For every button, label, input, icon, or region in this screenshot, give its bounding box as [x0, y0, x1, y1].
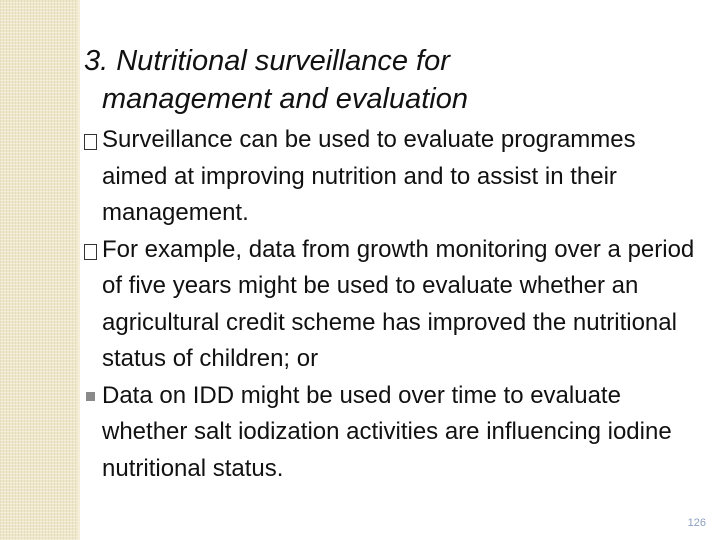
list-item: [84, 232, 704, 378]
bullet-list: [84, 122, 704, 487]
list-item: [84, 122, 704, 232]
square-bullet-icon: [86, 392, 95, 401]
title-line-1: 3. Nutritional surveillance for: [84, 45, 450, 77]
title-line-2: management and evaluation: [102, 83, 468, 115]
box-glyph-icon: [84, 134, 97, 150]
slide-title: [84, 42, 684, 118]
list-item: [84, 378, 704, 488]
slide-number: 126: [687, 517, 706, 529]
box-glyph-icon: [84, 244, 97, 260]
decorative-side-band: [0, 0, 78, 540]
list-item-text: For example, data from growth monitoring over a period of five years might be used to evaluate whether an agricultural credit scheme has improved the nutritional status of children; or: [102, 235, 695, 372]
list-item-text: Surveillance can be used to evaluate programmes aimed at improving nutrition and to assist in their management.: [102, 126, 636, 226]
side-divider: [78, 0, 80, 540]
list-item-text: Data on IDD might be used over time to evaluate whether salt iodization activities are influencing iodine nutritional status.: [102, 381, 672, 482]
